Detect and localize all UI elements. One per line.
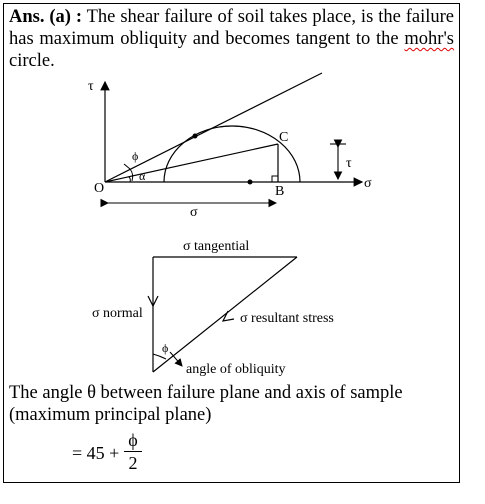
phi-label: ϕ [132,149,139,163]
failure-envelope [105,73,322,182]
answer-label: Ans. (a) : [9,7,83,27]
tau-axis-label: τ [88,79,94,94]
fraction-numerator: ϕ [128,430,138,450]
sigma-axis-label: σ [364,176,372,191]
origin-label: O [94,181,105,196]
sigma-dim-label: σ [190,205,198,220]
tangential-label: σ tangential [183,239,250,254]
center-point [248,180,253,185]
fraction-denominator: 2 [128,453,138,473]
line-to-c [105,144,278,182]
point-b-label: B [275,184,285,199]
angle-paragraph: The angle θ between failure plane and axis of sample (maximum principal plane) [9,383,403,425]
resultant-label: σ resultant stress [240,311,334,326]
alpha-arc [129,177,130,182]
triangle-phi-label: ϕ [162,341,169,355]
obliquity-label: angle of obliquity [186,362,286,377]
equation-fraction [124,430,142,473]
answer-text-1: The shear failure of soil takes place, is the failure has maximum obliquity and becomes tangent to the [9,7,454,49]
alpha-label: α [139,169,146,183]
point-c-label: C [279,130,289,145]
tangent-point [193,134,198,139]
phi-arrow [124,164,130,169]
mohr-word: mohr's [404,29,454,49]
equation-lhs: = 45 + [72,443,120,463]
tau-dim-label: τ [346,156,352,171]
answer-text-2: circle. [9,51,55,71]
mohr-circle-diagram [0,0,485,230]
resultant-arrow [223,311,234,321]
right-angle-marker [272,176,278,182]
normal-label: σ normal [92,306,143,321]
stress-triangle-diagram [0,230,485,380]
fraction-bar [124,451,142,452]
